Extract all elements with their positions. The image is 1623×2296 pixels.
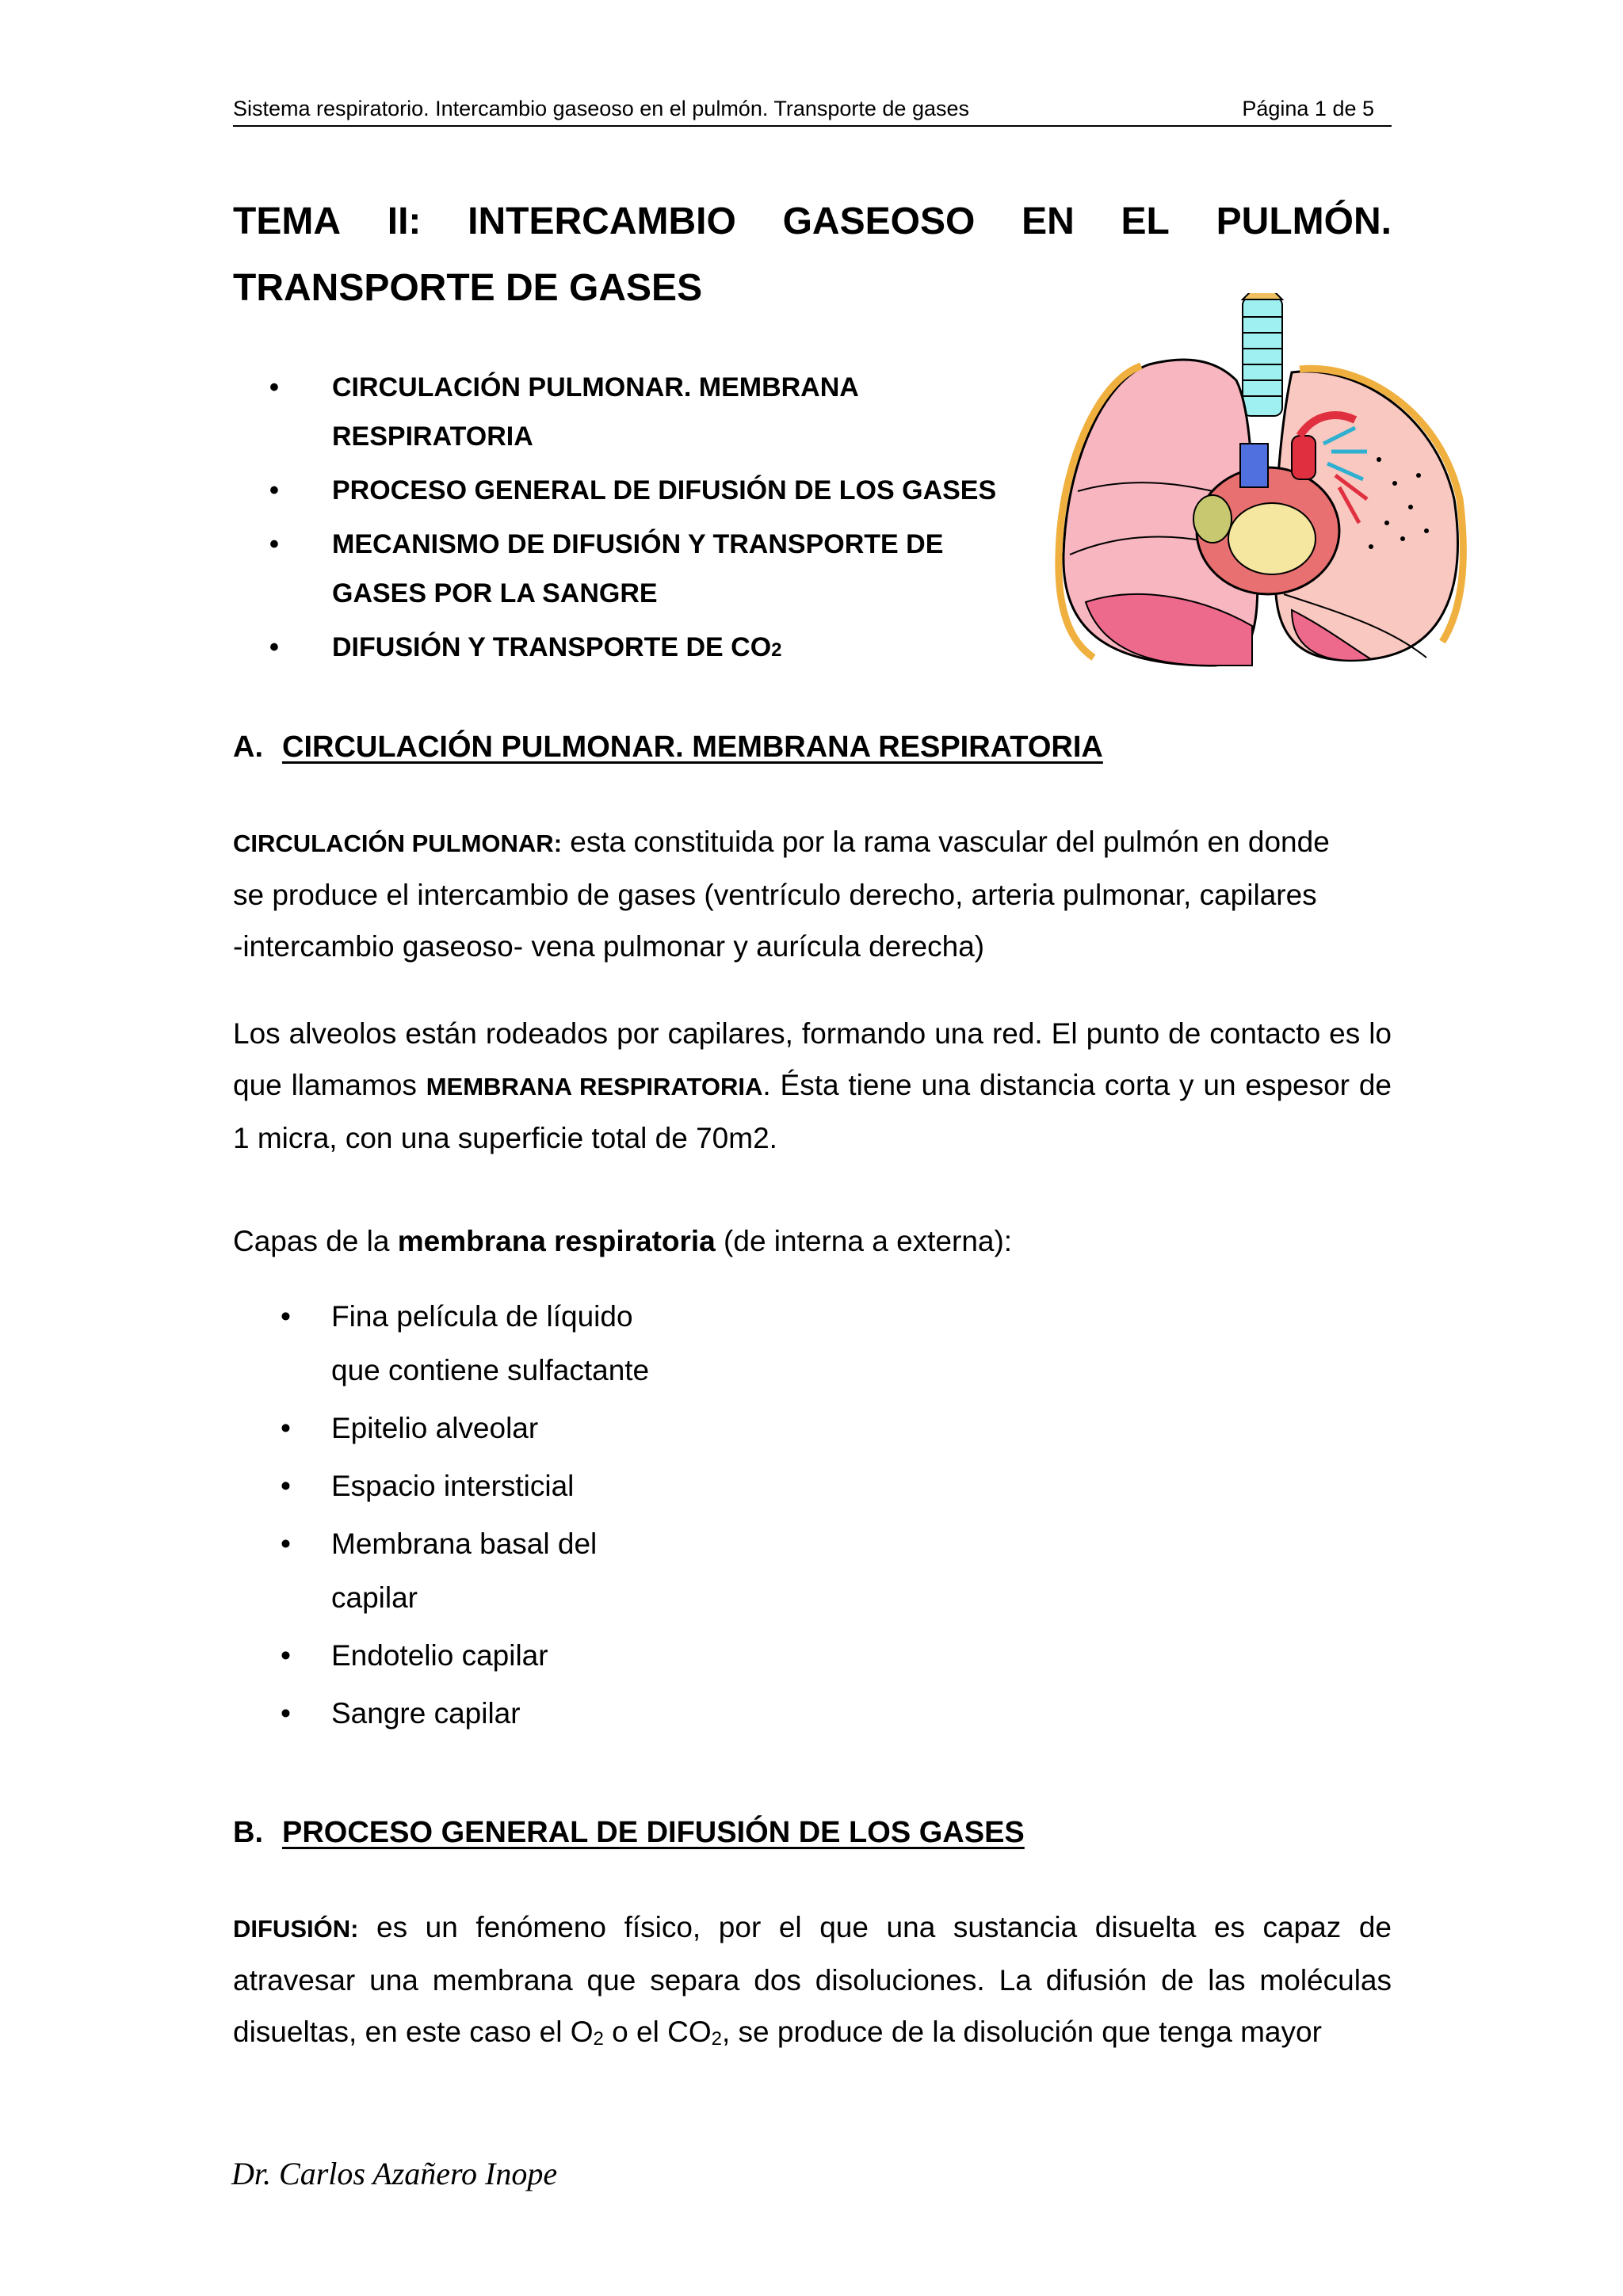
paragraph-text: (de interna a externa):	[715, 1225, 1013, 1257]
paragraph-text: o el CO	[603, 2016, 712, 2048]
bold-term: membrana respiratoria	[397, 1225, 716, 1257]
topics-list	[269, 363, 1030, 680]
footer-author: Dr. Carlos Azañero Inope	[231, 2156, 558, 2191]
title-word: TEMA	[233, 200, 341, 242]
paragraph-difusion	[233, 1901, 1392, 2065]
section-title: PROCESO GENERAL DE DIFUSIÓN DE LOS GASES	[282, 1816, 1025, 1849]
list-item	[281, 1629, 994, 1683]
paragraph-capas	[233, 1215, 1392, 1267]
topic-item	[269, 363, 1030, 461]
bullet-icon: •	[281, 1527, 291, 1560]
bullet-icon: •	[281, 1412, 291, 1444]
list-item	[281, 1290, 994, 1398]
paragraph-text: se produce el intercambio de gases (ventrículo derecho, arteria pulmonar, capilares	[233, 879, 1317, 911]
title-word: GASEOSO	[782, 200, 976, 242]
title-word: II:	[387, 200, 422, 242]
title-word: EL	[1121, 200, 1170, 242]
list-item	[281, 1459, 994, 1513]
subscript: 2	[771, 639, 782, 661]
bullet-icon: •	[281, 1639, 291, 1672]
list-item-text: Sangre capilar	[331, 1697, 521, 1730]
topic-text: DIFUSIÓN Y TRANSPORTE DE CO	[332, 632, 772, 662]
list-item	[281, 1517, 994, 1625]
paragraph-text: esta constituida por la rama vascular del pulmón en donde	[562, 826, 1330, 858]
title-line-2: TRANSPORTE DE GASES	[233, 267, 703, 309]
paragraph-text: , se produce de la disolución que tenga mayor	[721, 2016, 1322, 2048]
bullet-icon: •	[281, 1697, 291, 1730]
header-title: Sistema respiratorio. Intercambio gaseoso en el pulmón. Transporte de gases	[233, 97, 969, 120]
list-item-text: Fina película de líquido	[331, 1300, 633, 1333]
topic-item	[269, 520, 1030, 618]
paragraph-text: es un fenómeno físico, por el que una sustancia disuelta es capaz de atravesar una membrana que separa dos disoluciones. La difusión de las moléculas disueltas, en este caso el O	[233, 1911, 1392, 2048]
topic-text: PROCESO GENERAL DE DIFUSIÓN DE LOS GASES	[332, 475, 997, 505]
topic-item	[269, 466, 1030, 515]
title-word: EN	[1022, 200, 1075, 242]
bullet-icon: •	[269, 529, 279, 559]
title-line-1	[233, 189, 1392, 255]
subscript: 2	[711, 2028, 722, 2050]
subscript: 2	[593, 2028, 604, 2050]
section-number: A.	[233, 730, 263, 764]
list-item	[281, 1402, 994, 1455]
section-b-heading	[233, 1816, 1025, 1850]
paragraph-text: Los alveolos están rodeados por capilares, formando una red. El punto de contacto es lo que llamamos	[233, 1017, 1392, 1101]
membrane-layers-list	[281, 1290, 994, 1745]
list-item-text: capilar	[331, 1581, 418, 1614]
section-a-heading	[233, 730, 1103, 765]
term-label: DIFUSIÓN:	[233, 1915, 359, 1943]
paragraph-text: Capas de la	[233, 1225, 398, 1257]
topic-text: CIRCULACIÓN PULMONAR. MEMBRANA	[332, 372, 859, 402]
paragraph-text: -intercambio gaseoso- vena pulmonar y aurícula derecha)	[233, 930, 985, 963]
bullet-icon: •	[269, 475, 279, 505]
paragraph-text: . Ésta tiene una distancia corta y un espesor de 1 micra, con una superficie total de 70m2.	[233, 1069, 1392, 1154]
section-title: CIRCULACIÓN PULMONAR. MEMBRANA RESPIRATORIA	[282, 730, 1103, 764]
list-item-text: Endotelio capilar	[331, 1639, 548, 1672]
paragraph-alveolos	[233, 1008, 1392, 1164]
topic-item	[269, 623, 1030, 675]
bullet-icon: •	[281, 1300, 291, 1333]
term-label: MEMBRANA RESPIRATORIA	[426, 1073, 763, 1100]
lungs-illustration	[1054, 293, 1474, 681]
title-word: PULMÓN.	[1216, 200, 1392, 242]
list-item-text: Membrana basal del	[331, 1527, 598, 1560]
bullet-icon: •	[281, 1470, 291, 1502]
paragraph-circulacion	[233, 816, 1392, 972]
topic-text: RESPIRATORIA	[332, 421, 533, 452]
topic-text: MECANISMO DE DIFUSIÓN Y TRANSPORTE DE	[332, 529, 944, 559]
page-header	[233, 93, 1392, 127]
list-item-text: Epitelio alveolar	[331, 1412, 539, 1444]
bullet-icon: •	[269, 632, 279, 662]
page-number: Página 1 de 5	[1242, 97, 1374, 120]
topic-text: GASES POR LA SANGRE	[332, 578, 658, 608]
list-item-text: que contiene sulfactante	[331, 1354, 650, 1386]
list-item	[281, 1687, 994, 1741]
list-item-text: Espacio intersticial	[331, 1470, 575, 1502]
section-number: B.	[233, 1816, 263, 1849]
term-label: CIRCULACIÓN PULMONAR:	[233, 830, 563, 857]
title-word: INTERCAMBIO	[468, 200, 736, 242]
bullet-icon: •	[269, 372, 279, 402]
